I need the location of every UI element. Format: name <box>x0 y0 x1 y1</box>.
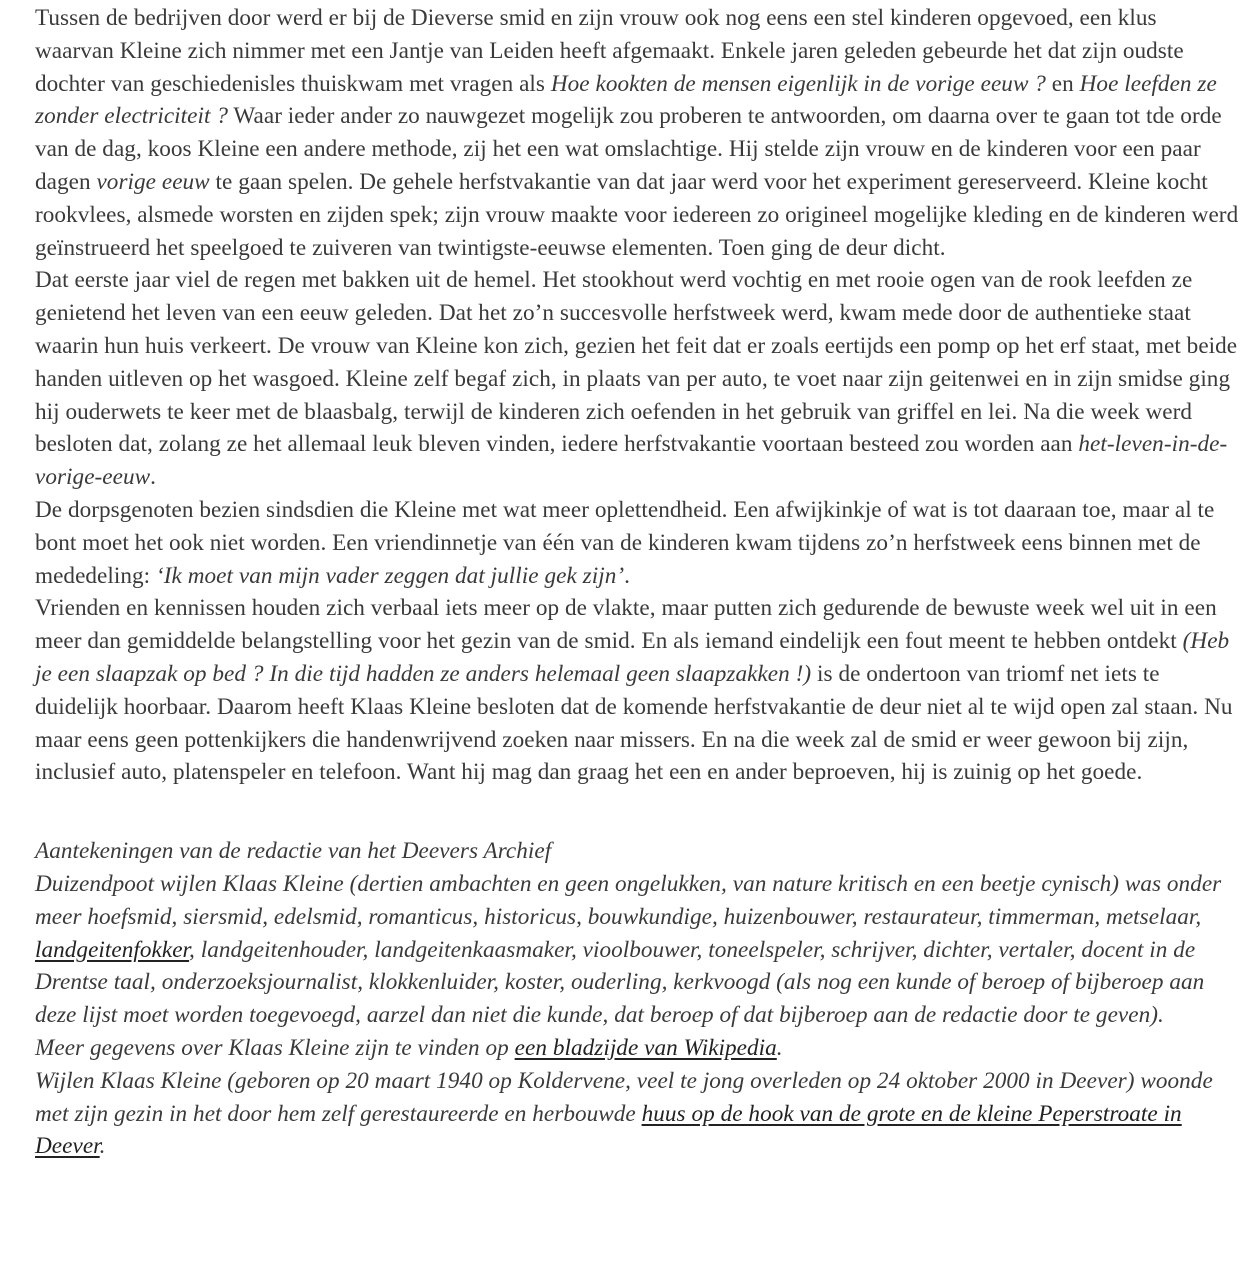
house-link[interactable]: huus op de hook van de grote en de kleine Peperstroate in Deever <box>35 1100 1182 1160</box>
italic-phrase: vorige eeuw <box>96 168 210 195</box>
paragraph-1 <box>35 2 1241 264</box>
note-3 <box>35 1065 1241 1163</box>
paragraph-4 <box>35 592 1241 789</box>
italic-quote: (Heb je een slaapzak op bed ? In die tijd hadden ze anders helemaal geen slaapzakken !) <box>35 628 1230 687</box>
paragraph-2 <box>35 264 1241 494</box>
text: Duizendpoot wijlen Klaas Kleine (dertien ambachten en geen ongelukken, van nature kritisch en een beetje cynisch) was onder meer hoefsmid, siersmid, edelsmid, romanticus, historicus, bouwkundige, huizenbouwer, restaurateur, timmerman, metselaar, <box>35 870 1222 930</box>
wikipedia-link[interactable]: een bladzijde van Wikipedia <box>514 1034 777 1061</box>
italic-question: Hoe kookten de mensen eigenlijk in de vorige eeuw ? <box>550 70 1046 97</box>
text: Vrienden en kennissen houden zich verbaal iets meer op de vlakte, maar putten zich gedurende de bewuste week wel uit in een meer dan gemiddelde belangstelling voor het gezin van de smid. En als iemand eindelijk een fout meent te hebben ontdekt <box>35 595 1217 655</box>
italic-quote: ‘Ik moet van mijn vader zeggen dat jullie gek zijn’ <box>156 562 625 589</box>
text: . <box>776 1034 783 1061</box>
text: . <box>150 464 157 491</box>
note-1 <box>35 868 1241 1032</box>
text: Waar ieder ander zo nauwgezet mogelijk zou proberen te antwoorden, om daarna over te gaan tot tde orde van de dag, koos Kleine een andere methode, zij het een wat omslachtige. Hij stelde zijn vrouw en de kinderen voor een paar dagen <box>35 103 1222 195</box>
text: en <box>1045 70 1080 97</box>
italic-phrase: het-leven-in-de-vorige-eeuw <box>35 431 1228 491</box>
text: Meer gegevens over Klaas Kleine zijn te vinden op <box>35 1034 515 1061</box>
text: is de ondertoon van triomf net iets te duidelijk hoorbaar. Daarom heeft Klaas Kleine besloten dat de komende herfstvakantie de deur niet al te wijd open zal staan. Nu maar eens geen pottenkijkers die handenwrijvend zoeken naar missers. En na die week zal de smid er weer gewoon bij zijn, inclusief auto, platenspeler en telefoon. Want hij mag dan graag het een en ander beproeven, hij is zuinig op het goede. <box>35 660 1233 786</box>
paragraph-3 <box>35 494 1241 592</box>
text: Wijlen Klaas Kleine (geboren op 20 maart 1940 op Koldervene, veel te jong overleden op 24 oktober 2000 in Deever) woonde met zijn gezin in het door hem zelf gerestaureerde en herbouwde <box>35 1067 1213 1127</box>
text: Tussen de bedrijven door werd er bij de Dieverse smid en zijn vrouw ook nog eens een stel kinderen opgevoed, een klus waarvan Kleine zich nimmer met een Jantje van Leiden heeft afgemaakt. Enkele jaren geleden gebeurde het dat zijn oudste dochter van geschiedenisles thuiskwam met vragen als <box>35 5 1184 97</box>
landgeitenfokker-link[interactable]: landgeitenfokker <box>35 936 190 963</box>
text: . <box>99 1133 106 1160</box>
text: De dorpsgenoten bezien sindsdien die Kleine met wat meer oplettendheid. Een afwijkinkje of wat is tot daaraan toe, maar al te bont moet het ook niet worden. Een vriendinnetje van één van de kinderen kwam tijdens zo’n herfstweek eens binnen met de mededeling: <box>35 496 1215 589</box>
text: , landgeitenhouder, landgeitenkaasmaker, vioolbouwer, toneelspeler, schrijver, dichter, vertaler, docent in de Drentse taal, onderzoeksjournalist, klokkenluider, koster, ouderling, kerkvoogd (als nog een kunde of beroep of bijberoep aan deze lijst moet worden toegevoegd, aarzel dan niet die kunde, dat beroep of dat bijberoep aan de redactie door te geven). <box>35 936 1205 1029</box>
text: . <box>624 562 630 589</box>
notes-heading: Aantekeningen van de redactie van het Deevers Archief <box>35 838 552 865</box>
text: te gaan spelen. De gehele herfstvakantie van dat jaar werd voor het experiment gereserveerd. Kleine kocht rookvlees, alsmede worsten en zijden spek; zijn vrouw maakte voor iedereen zo origineel mogelijke kleding en de kinderen werd geïnstrueerd het speelgoed te zuiveren van twintigste-eeuwse elementen. Toen ging de deur dicht. <box>35 168 1239 261</box>
editorial-notes <box>35 835 1241 1163</box>
note-2 <box>35 1032 1241 1065</box>
italic-question: Hoe leefden ze zonder electriciteit ? <box>35 70 1217 130</box>
text: Dat eerste jaar viel de regen met bakken uit de hemel. Het stookhout werd vochtig en met rooie ogen van de rook leefden ze genietend het leven van een eeuw geleden. Dat het zo’n succesvolle herfstweek werd, kwam mede door de authentieke staat waarin hun huis verkeert. De vrouw van Kleine kon zich, gezien het feit dat er zoals eertijds een pomp op het erf staat, met beide handen uitleven op het wasgoed. Kleine zelf begaf zich, in plaats van per auto, te voet naar zijn geitenwei en in zijn smidse ging hij ouderwets te keer met de blaasbalg, terwijl de kinderen zich oefenden in het gebruik van griffel en lei. Na die week werd besloten dat, zolang ze het allemaal leuk bleven vinden, iedere herfstvakantie voortaan besteed zou worden aan <box>35 267 1238 458</box>
